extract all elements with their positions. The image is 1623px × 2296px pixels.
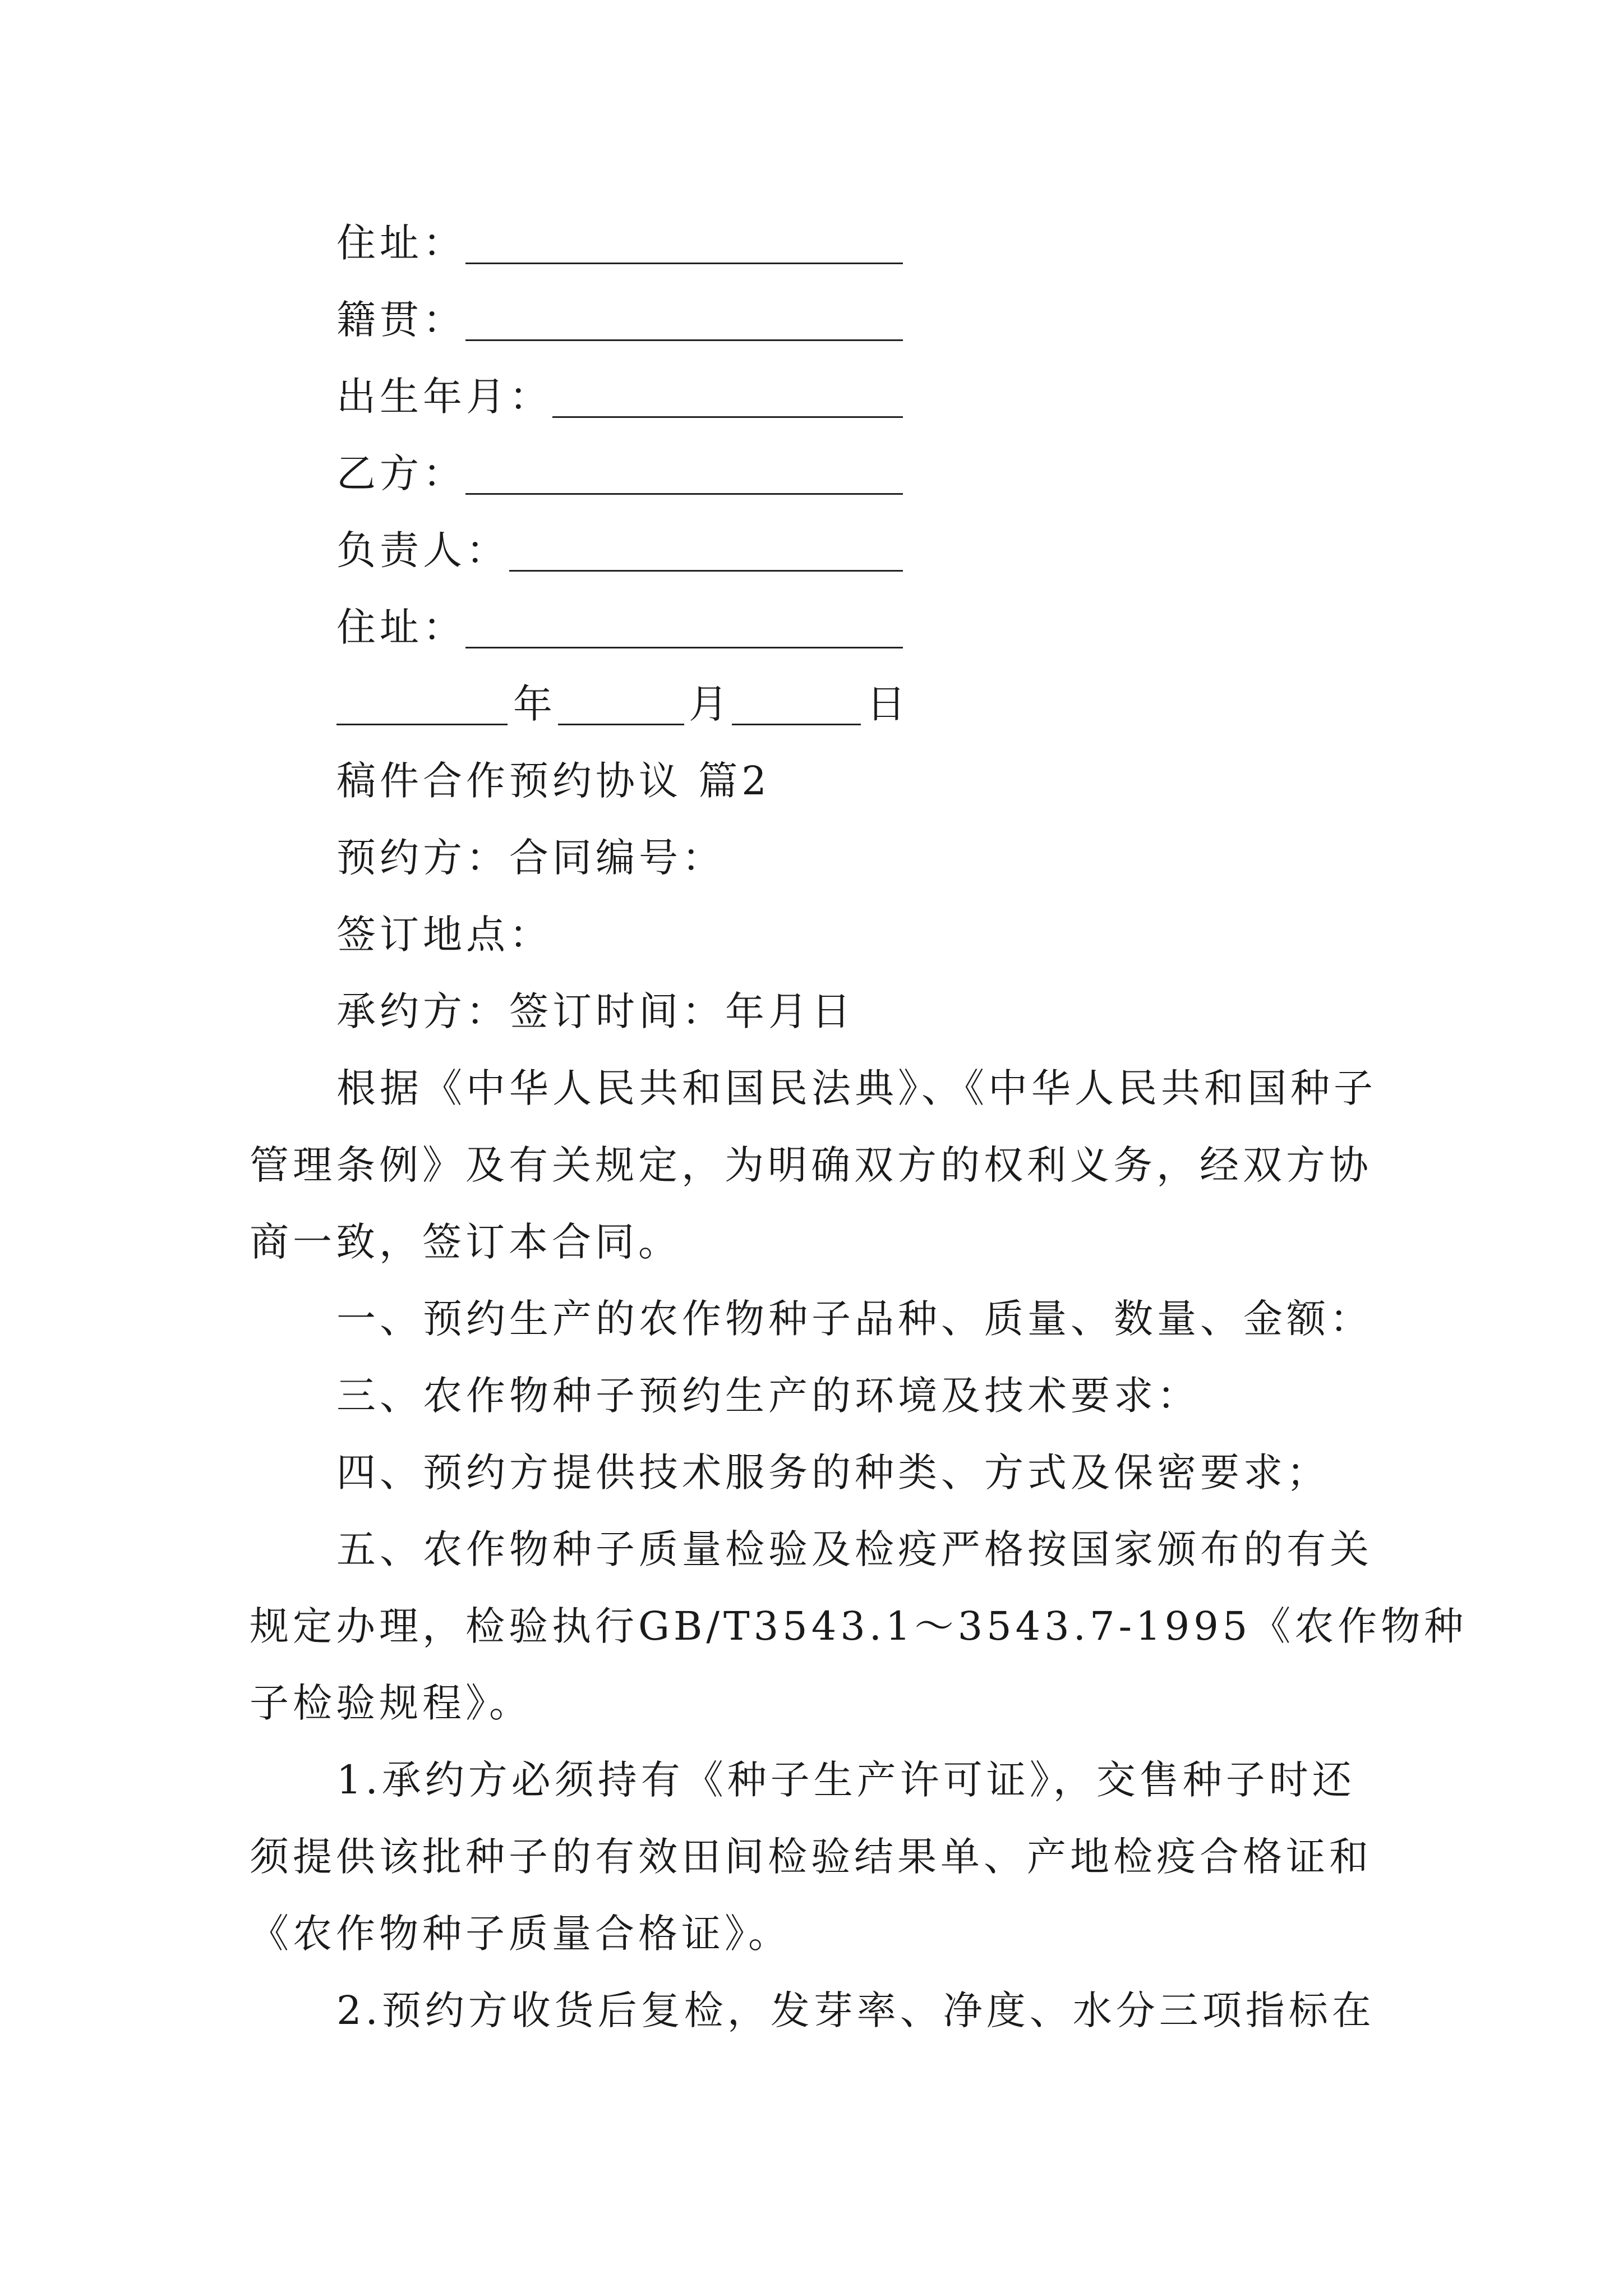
paragraph-line: 五、农作物种子质量检验及检疫严格按国家颁布的有关: [336, 1526, 1373, 1572]
field-blank-address-2[interactable]: [465, 647, 903, 648]
field-blank-person-in-charge[interactable]: [509, 570, 903, 572]
field-label-person-in-charge: 负责人：: [336, 527, 509, 573]
field-blank-hometown[interactable]: [465, 339, 903, 341]
field-label-address-2: 住址：: [336, 604, 466, 650]
paragraph-line: 规定办理，检验执行GB/T3543.1～3543.7-1995《农作物种: [250, 1603, 1468, 1649]
field-blank-address[interactable]: [465, 263, 903, 264]
date-year-label: 年: [513, 681, 556, 727]
header-line-contract-no: 预约方：合同编号：: [336, 835, 725, 881]
date-blank-month[interactable]: [558, 724, 684, 725]
header-line-signing-time: 承约方：签订时间：年月日: [336, 988, 855, 1034]
date-blank-day[interactable]: [732, 724, 861, 725]
paragraph-line: 管理条例》及有关规定，为明确双方的权利义务，经双方协: [250, 1142, 1372, 1188]
field-blank-birth-date[interactable]: [552, 416, 903, 418]
field-label-party-b: 乙方：: [336, 450, 466, 496]
paragraph-line: 1.承约方必须持有《种子生产许可证》，交售种子时还: [336, 1757, 1355, 1803]
paragraph-line: 三、农作物种子预约生产的环境及技术要求：: [336, 1373, 1200, 1419]
field-label-address: 住址：: [336, 220, 466, 266]
paragraph-line: 子检验规程》。: [250, 1680, 532, 1726]
paragraph-line: 四、预约方提供技术服务的种类、方式及保密要求；: [336, 1450, 1330, 1496]
field-label-hometown: 籍贯：: [336, 297, 466, 343]
date-blank-year[interactable]: [336, 724, 508, 725]
section-title: 稿件合作预约协议 篇2: [336, 758, 771, 804]
paragraph-line: 根据《中华人民共和国民法典》、《中华人民共和国种子: [336, 1065, 1377, 1111]
header-line-signing-place: 签订地点：: [336, 912, 552, 958]
date-day-label: 日: [866, 681, 910, 727]
paragraph-line: 一、预约生产的农作物种子品种、质量、数量、金额：: [336, 1296, 1373, 1342]
paragraph-line: 商一致，签订本合同。: [250, 1219, 681, 1265]
paragraph-line: 须提供该批种子的有效田间检验结果单、产地检疫合格证和: [250, 1834, 1372, 1880]
field-label-birth-date: 出生年月：: [336, 374, 552, 420]
paragraph-line: 2.预约方收货后复检，发芽率、净度、水分三项指标在: [336, 1987, 1375, 2033]
field-blank-party-b[interactable]: [465, 493, 903, 495]
paragraph-line: 《农作物种子质量合格证》。: [250, 1911, 791, 1957]
date-month-label: 月: [689, 681, 732, 727]
